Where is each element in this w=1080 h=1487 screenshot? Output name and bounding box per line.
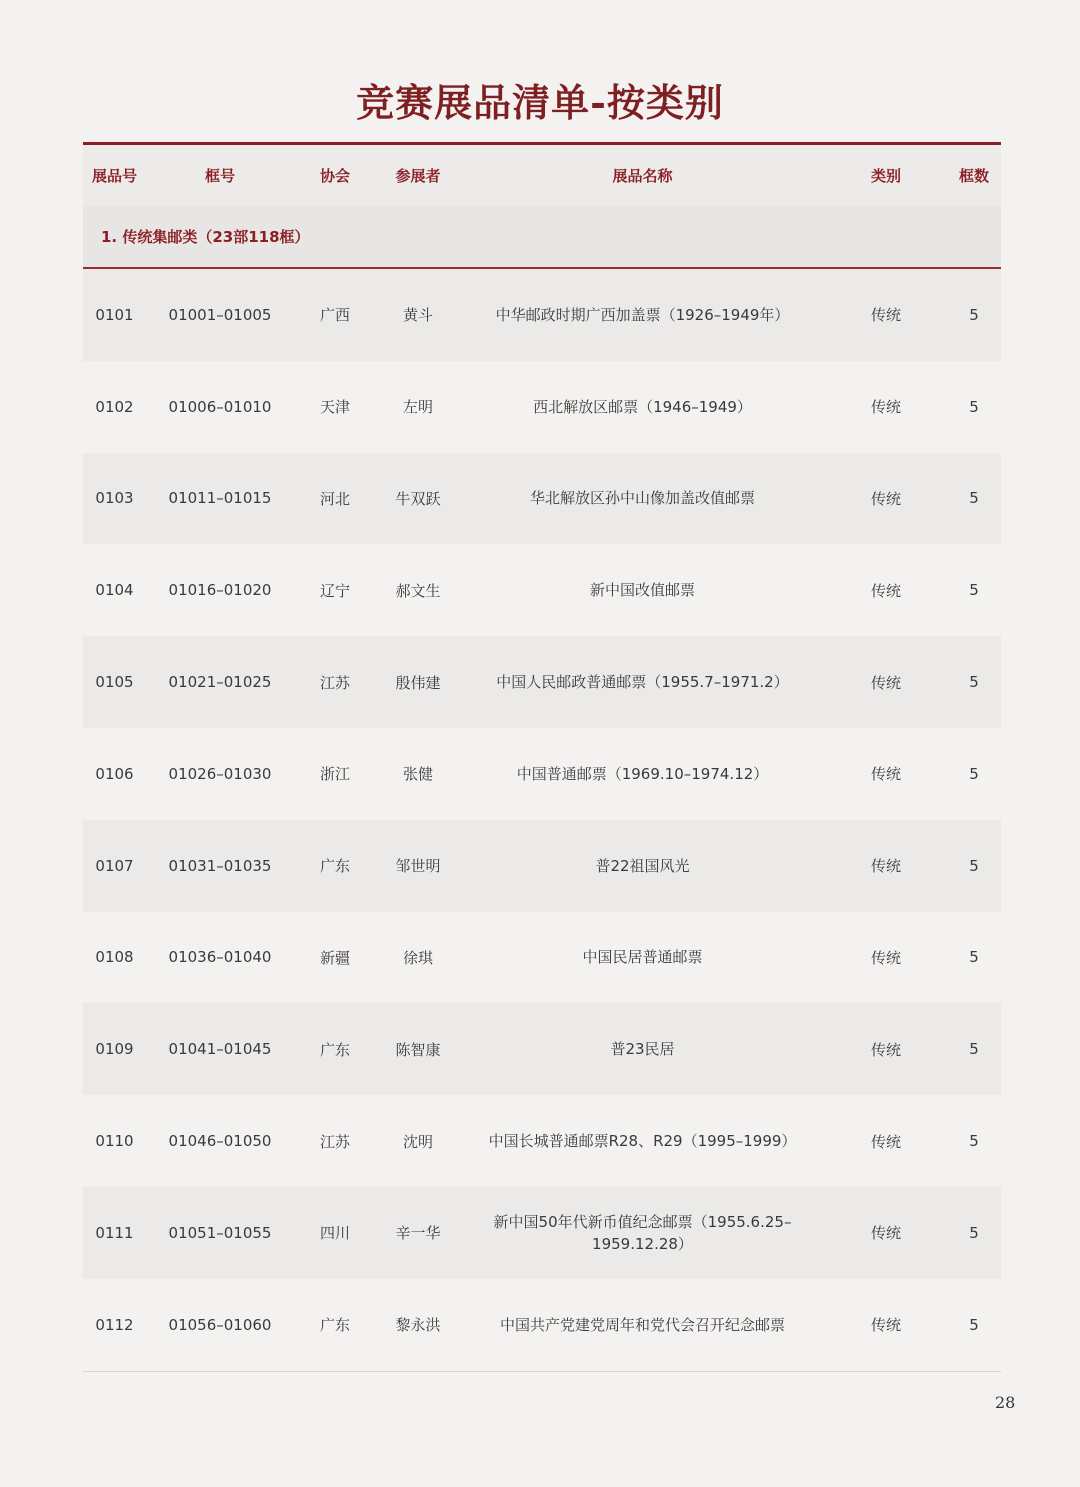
exhibit-no-cell: 0105 (95, 673, 134, 692)
exhibit-no-cell: 0103 (95, 489, 134, 508)
table-row (83, 820, 1001, 912)
exhibit-name-cell: 中华邮政时期广西加盖票（1926–1949年） (495, 305, 790, 324)
header-association: 协会 (319, 167, 350, 185)
frames-cell: 5 (969, 1223, 979, 1242)
association-cell: 浙江 (319, 765, 350, 784)
exhibit-no-cell: 0108 (95, 948, 134, 967)
exhibit-no-cell: 0110 (95, 1132, 134, 1151)
header-frame-no: 框号 (204, 167, 235, 185)
exhibit-no-cell: 0107 (95, 856, 134, 875)
header-frames: 框数 (958, 167, 989, 185)
exhibit-name-cell: 华北解放区孙中山像加盖改值邮票 (529, 489, 755, 508)
frame-no-cell: 01041–01045 (168, 1040, 272, 1059)
exhibitor-cell: 陈智康 (395, 1040, 441, 1059)
table-row (83, 912, 1001, 1004)
frame-no-cell: 01006–01010 (168, 397, 272, 416)
exhibit-name-cell: 中国人民邮政普通邮票（1955.7–1971.2） (496, 673, 789, 692)
exhibit-no-cell: 0101 (95, 305, 134, 324)
frame-no-cell: 01021–01025 (168, 673, 272, 692)
exhibitor-cell: 左明 (402, 398, 433, 417)
table-body (83, 269, 1001, 1371)
association-cell: 河北 (319, 489, 350, 508)
category-cell: 传统 (870, 673, 901, 692)
exhibitor-cell: 沈明 (402, 1132, 433, 1151)
frames-cell: 5 (969, 856, 979, 875)
category-cell: 传统 (870, 489, 901, 508)
exhibitor-cell: 郝文生 (395, 581, 441, 600)
association-cell: 广东 (319, 857, 350, 876)
exhibitor-cell: 殷伟建 (395, 673, 441, 692)
exhibitor-cell: 辛一华 (395, 1224, 441, 1243)
association-cell: 辽宁 (319, 581, 350, 600)
category-cell: 传统 (870, 948, 901, 967)
exhibitor-cell: 张健 (402, 765, 433, 784)
table-row (83, 269, 1001, 361)
table-row (83, 1279, 1001, 1371)
frames-cell: 5 (969, 948, 979, 967)
exhibit-no-cell: 0104 (95, 581, 134, 600)
exhibitor-cell: 牛双跃 (395, 489, 441, 508)
frames-cell: 5 (969, 1040, 979, 1059)
association-cell: 广东 (319, 1316, 350, 1335)
exhibit-name-cell: 中国共产党建党周年和党代会召开纪念邮票 (499, 1315, 785, 1334)
association-cell: 江苏 (319, 673, 350, 692)
frame-no-cell: 01036–01040 (168, 948, 272, 967)
table-end-divider (83, 1371, 1001, 1372)
frame-no-cell: 01051–01055 (168, 1223, 272, 1242)
frame-no-cell: 01046–01050 (168, 1132, 272, 1151)
table-row (83, 544, 1001, 636)
frames-cell: 5 (969, 397, 979, 416)
association-cell: 四川 (319, 1224, 350, 1243)
table-row (83, 453, 1001, 545)
exhibit-no-cell: 0109 (95, 1040, 134, 1059)
exhibit-table (83, 142, 1001, 1372)
frames-cell: 5 (969, 764, 979, 783)
frame-no-cell: 01011–01015 (168, 489, 272, 508)
frames-cell: 5 (969, 1315, 979, 1334)
frame-no-cell: 01031–01035 (168, 856, 272, 875)
table-row (83, 728, 1001, 820)
header-exhibit-name: 展品名称 (612, 166, 673, 185)
table-row (83, 361, 1001, 453)
frames-cell: 5 (969, 1132, 979, 1151)
table-row (83, 636, 1001, 728)
association-cell: 天津 (319, 398, 350, 417)
category-cell: 传统 (870, 581, 901, 600)
exhibit-name-cell: 普22祖国风光 (595, 856, 690, 875)
exhibit-no-cell: 0106 (95, 764, 134, 783)
category-cell: 传统 (870, 1040, 901, 1059)
exhibit-name-cell: 中国普通邮票（1969.10–1974.12） (516, 764, 769, 783)
association-cell: 广西 (319, 306, 350, 325)
page-title: 竞赛展品清单-按类别 (356, 80, 724, 125)
category-cell: 传统 (870, 398, 901, 417)
frames-cell: 5 (969, 305, 979, 324)
exhibit-no-cell: 0112 (95, 1315, 134, 1334)
frame-no-cell: 01001–01005 (168, 305, 272, 324)
exhibitor-cell: 徐琪 (402, 948, 433, 967)
exhibit-name-cell: 新中国改值邮票 (589, 581, 695, 600)
page-number: 28 (995, 1393, 1016, 1412)
category-cell: 传统 (870, 306, 901, 325)
exhibitor-cell: 黎永洪 (395, 1316, 441, 1335)
table-header (83, 145, 1001, 206)
table-row (83, 1095, 1001, 1187)
exhibit-name-cell: 新中国50年代新币值纪念邮票（1955.6.25–1959.12.28） (493, 1212, 792, 1253)
frames-cell: 5 (969, 489, 979, 508)
association-cell: 江苏 (319, 1132, 350, 1151)
exhibit-name-cell: 西北解放区邮票（1946–1949） (533, 397, 752, 416)
category-cell: 传统 (870, 765, 901, 784)
frame-no-cell: 01026–01030 (168, 764, 272, 783)
exhibit-no-cell: 0111 (95, 1223, 134, 1242)
exhibitor-cell: 邹世明 (395, 857, 441, 876)
category-cell: 传统 (870, 1224, 901, 1243)
category-cell: 传统 (870, 1316, 901, 1335)
exhibit-name-cell: 普23民居 (610, 1040, 675, 1059)
exhibitor-cell: 黄斗 (402, 306, 433, 325)
category-row: 1. 传统集邮类（23部118框） (83, 206, 1001, 269)
table-row (83, 1187, 1001, 1279)
association-cell: 新疆 (319, 948, 350, 967)
exhibit-name-cell: 中国民居普通邮票 (582, 948, 703, 967)
exhibit-no-cell: 0102 (95, 397, 134, 416)
frames-cell: 5 (969, 673, 979, 692)
header-category: 类别 (870, 167, 901, 185)
category-cell: 传统 (870, 857, 901, 876)
frame-no-cell: 01056–01060 (168, 1315, 272, 1334)
exhibit-name-cell: 中国长城普通邮票R28、R29（1995–1999） (488, 1132, 797, 1151)
frames-cell: 5 (969, 581, 979, 600)
category-cell: 传统 (870, 1132, 901, 1151)
frame-no-cell: 01016–01020 (168, 581, 272, 600)
table-row (83, 1003, 1001, 1095)
header-exhibit-no: 展品号 (91, 167, 137, 185)
header-exhibitor: 参展者 (395, 167, 441, 185)
association-cell: 广东 (319, 1040, 350, 1059)
